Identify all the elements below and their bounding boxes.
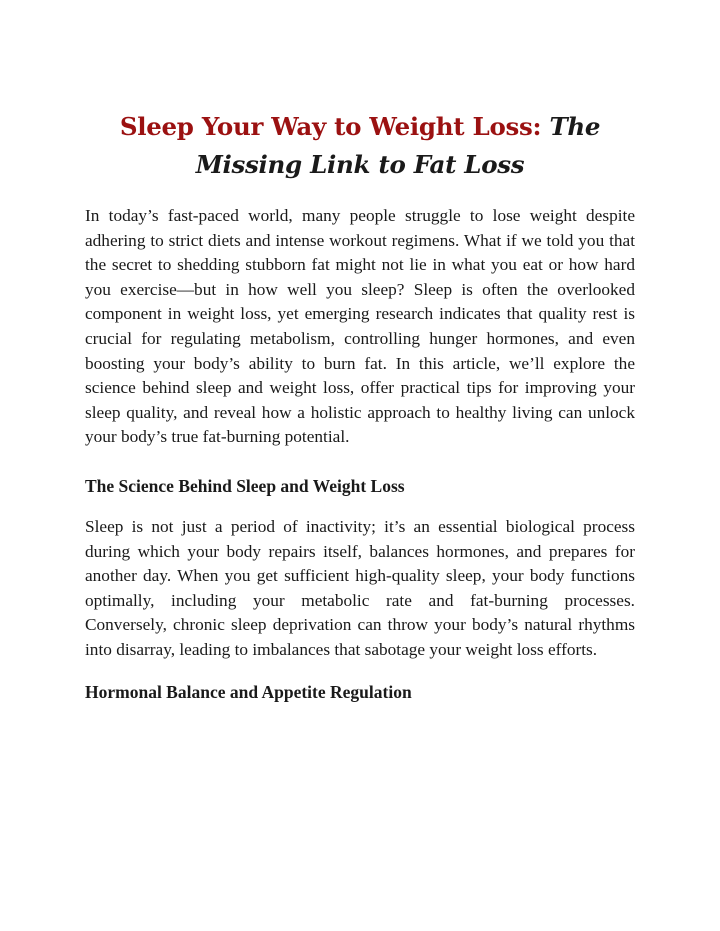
page-title	[85, 108, 635, 184]
title-main: Sleep Your Way to Weight Loss:	[119, 112, 542, 141]
intro-paragraph: In today’s fast-paced world, many people struggle to lose weight despite adhering to strict diets and intense workout regimens. What if we told you that the secret to shedding stubborn fat might not lie in what you eat or how hard you exercise—but in how well you sleep? Sleep is often the overlooked component in weight loss, yet emerging research indicates that quality rest is crucial for regulating metabolism, controlling hunger hormones, and even boosting your body’s ability to burn fat. In this article, we’ll explore the science behind sleep and weight loss, offer practical tips for improving your sleep quality, and reveal how a holistic approach to healthy living can unlock your body’s true fat-burning potential.	[85, 206, 635, 447]
section-paragraph-science: Sleep is not just a period of inactivity; it’s an essential biological process during which your body repairs itself, balances hormones, and prepares for another day. When you get sufficient high-quality sleep, your body functions optimally, including your metabolic rate and fat-burning processes. Conversely, chronic sleep deprivation can throw your body’s natural rhythms into disarray, leading to imbalances that sabotage your weight loss efforts.	[85, 516, 635, 659]
document-page	[85, 108, 635, 704]
section-heading-science: The Science Behind Sleep and Weight Loss	[85, 475, 405, 496]
title-subtitle: The Missing Link to Fat Loss	[195, 112, 601, 179]
section-heading-hormonal: Hormonal Balance and Appetite Regulation	[85, 681, 412, 702]
